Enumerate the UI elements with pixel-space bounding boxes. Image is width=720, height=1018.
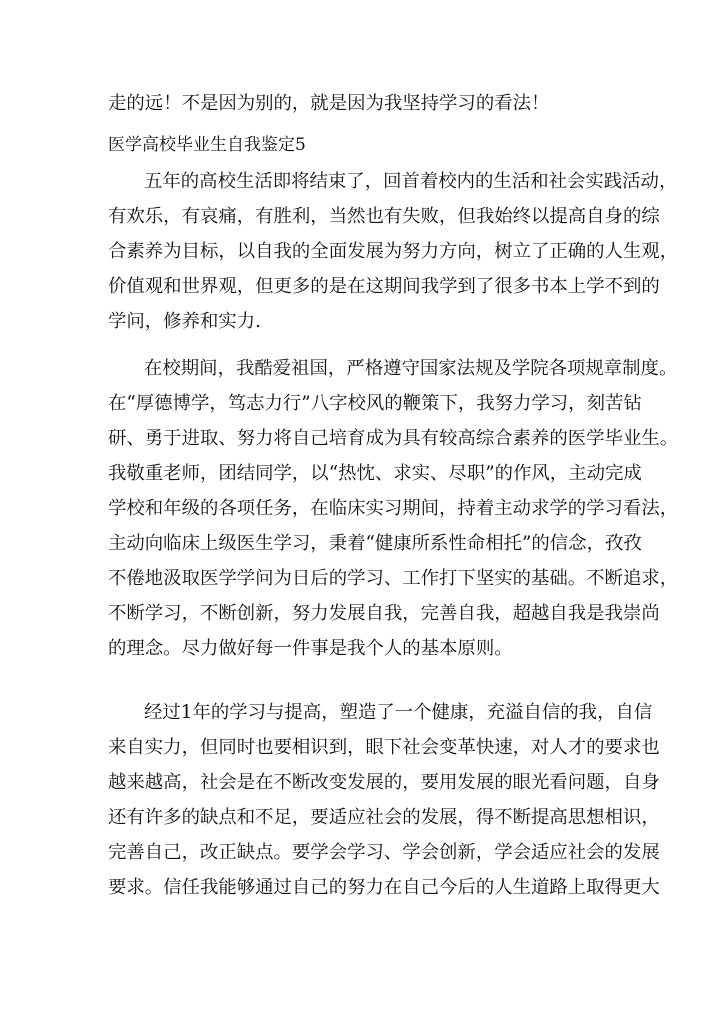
paragraph-line: 我敬重老师，团结同学，以“热忱、求实、尽职”的作风，主动完成 (108, 463, 642, 484)
opening-line-block (108, 90, 616, 118)
section-title: 医学高校毕业生自我鉴定5 (108, 135, 306, 155)
section-title-block (108, 128, 616, 162)
paragraph-line: 完善自己，改正缺点。要学会学习、学会创新，学会适应社会的发展 (108, 842, 660, 863)
paragraph-line: 学问，修养和实力. (108, 311, 261, 332)
paragraph-line: 学校和年级的各项任务，在临床实习期间，持着主动求学的学习看法， (108, 498, 679, 519)
paragraph-line: 在“厚德博学，笃志力行”八字校风的鞭策下，我努力学习，刻苦钻 (108, 393, 642, 414)
paragraph-line: 价值观和世界观，但更多的是在这期间我学到了很多书本上学不到的 (108, 276, 660, 297)
paragraph-line: 在校期间，我酷爱祖国，严格遵守国家法规及学院各项规章制度。 (144, 358, 678, 379)
paragraph-line: 要求。信任我能够通过自己的努力在自己今后的人生道路上取得更大 (108, 877, 660, 898)
paragraph-1 (108, 164, 679, 339)
paragraph-2 (108, 351, 679, 666)
paragraph-line: 来自实力，但同时也要相识到，眼下社会变革快速，对人才的要求也 (108, 737, 660, 758)
paragraph-line: 研、勇于进取、努力将自己培育成为具有较高综合素养的医学毕业生。 (108, 428, 679, 449)
opening-line: 走的远！不是因为别的，就是因为我坚持学习的看法！ (108, 93, 550, 114)
paragraph-3 (108, 695, 660, 905)
paragraph-line: 五年的高校生活即将结束了，回首着校内的生活和社会实践活动， (144, 171, 678, 192)
paragraph-line: 越来越高，社会是在不断改变发展的，要用发展的眼光看问题，自身 (108, 772, 660, 793)
paragraph-line: 还有许多的缺点和不足，要适应社会的发展，得不断提高思想相识， (108, 807, 660, 828)
paragraph-line: 不断学习，不断创新，努力发展自我，完善自我，超越自我是我崇尚 (108, 603, 660, 624)
paragraph-line: 合素养为目标，以自我的全面发展为努力方向，树立了正确的人生观， (108, 241, 679, 262)
paragraph-line: 经过1年的学习与提高，塑造了一个健康，充溢自信的我，自信 (144, 702, 653, 723)
paragraph-line: 的理念。尽力做好每一件事是我个人的基本原则。 (108, 638, 513, 659)
paragraph-line: 不倦地汲取医学学问为日后的学习、工作打下坚实的基础。不断追求， (108, 568, 679, 589)
paragraph-line: 有欢乐，有哀痛，有胜利，当然也有失败，但我始终以提高自身的综 (108, 206, 660, 227)
paragraph-line: 主动向临床上级医生学习，秉着“健康所系性命相托”的信念，孜孜 (108, 533, 642, 554)
